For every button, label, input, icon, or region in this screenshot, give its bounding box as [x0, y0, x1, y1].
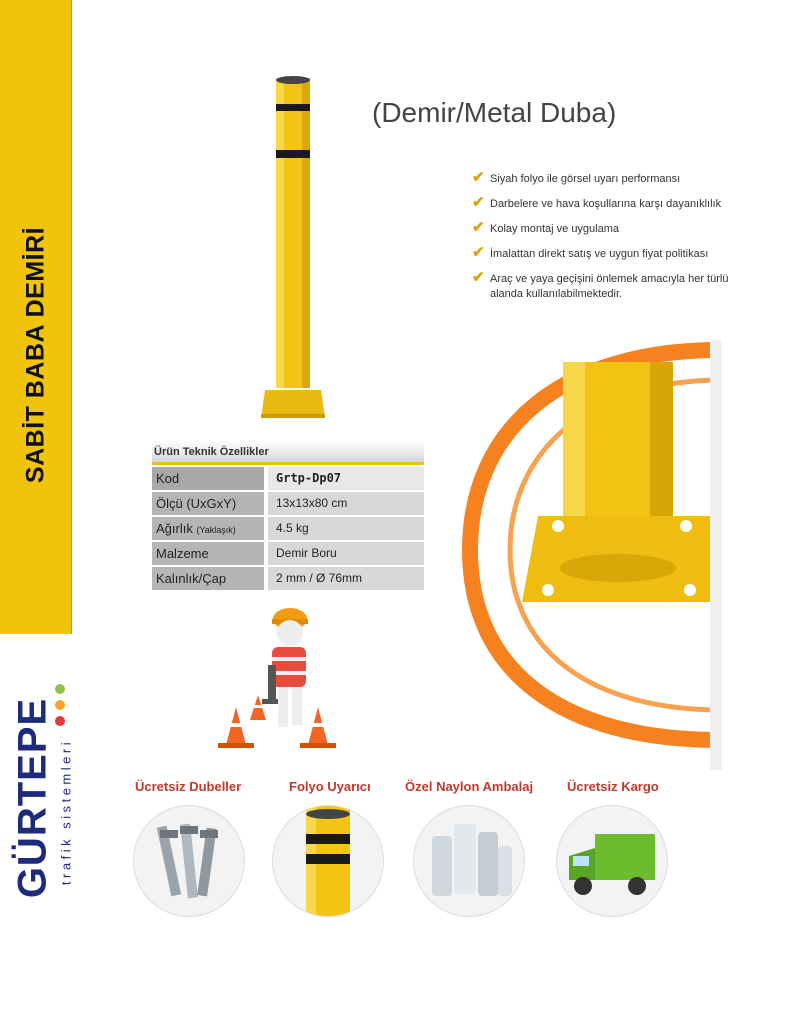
spec-value: 4.5 kg — [268, 517, 424, 540]
brand-name: GÜRTEPE — [10, 697, 55, 899]
spec-key: Kalınlık/Çap — [152, 567, 264, 590]
table-row — [152, 517, 424, 540]
feature-item: ✔ Darbelere ve hava koşullarına karşı dayanıklılık — [472, 194, 722, 211]
brand-dot-red — [55, 716, 65, 726]
feature-item: ✔ Araç ve yaya geçişini önlemek amacıyla her türlü alanda kullanılabilmektedir. — [472, 269, 729, 300]
brand-subtitle: trafik sistemleri — [58, 738, 74, 886]
side-title: SABİT BABA DEMİRİ — [21, 226, 50, 484]
table-row — [152, 542, 424, 565]
spec-key: Kod — [152, 467, 264, 490]
check-icon: ✔ — [472, 194, 485, 211]
anchor-bolts-icon — [134, 806, 244, 916]
spec-table — [152, 440, 424, 590]
side-band-border — [71, 0, 72, 634]
spec-value: 2 mm / Ø 76mm — [268, 567, 424, 590]
table-row — [152, 567, 424, 590]
spec-key: Ağırlık (Yaklaşık) — [152, 517, 264, 540]
spec-key-note: (Yaklaşık) — [196, 525, 236, 535]
spec-key: Malzeme — [152, 542, 264, 565]
spec-value: 13x13x80 cm — [268, 492, 424, 515]
extra-label: Ücretsiz Kargo — [567, 779, 659, 794]
construction-worker-illustration — [212, 595, 342, 755]
product-heading: (Demir/Metal Duba) — [372, 97, 617, 128]
spec-value: Grtp-Dp07 — [268, 467, 424, 490]
extra-label: Özel Naylon Ambalaj — [405, 779, 534, 794]
bollard-closeup-image — [440, 340, 722, 770]
check-icon: ✔ — [472, 269, 485, 286]
check-icon: ✔ — [472, 244, 485, 261]
feature-list — [472, 169, 732, 312]
delivery-truck-icon — [557, 806, 667, 916]
spec-value: Demir Boru — [268, 542, 424, 565]
table-row — [152, 467, 424, 490]
feature-item: ✔ Kolay montaj ve uygulama — [472, 219, 620, 236]
spec-key: Ölçü (UxGxY) — [152, 492, 264, 515]
plastic-wrap-icon — [414, 806, 524, 916]
feature-item: ✔ İmalattan direkt satış ve uygun fiyat politikası — [472, 244, 709, 261]
brand-dot-orange — [55, 700, 65, 710]
table-row — [152, 492, 424, 515]
check-icon: ✔ — [472, 169, 485, 186]
brand-dot-green — [55, 684, 65, 694]
bollard-foil-icon — [273, 806, 383, 916]
extra-image-anchors — [133, 805, 245, 917]
extra-label: Ücretsiz Dubeller — [135, 779, 242, 794]
extra-label: Folyo Uyarıcı — [289, 779, 371, 794]
bollard-image — [255, 70, 335, 430]
extra-image-foil — [272, 805, 384, 917]
extra-image-packaging — [413, 805, 525, 917]
spec-table-title: Ürün Teknik Özellikler — [152, 440, 424, 465]
extra-image-shipping — [556, 805, 668, 917]
feature-item: ✔ Siyah folyo ile görsel uyarı performansı — [472, 169, 681, 186]
check-icon: ✔ — [472, 219, 485, 236]
